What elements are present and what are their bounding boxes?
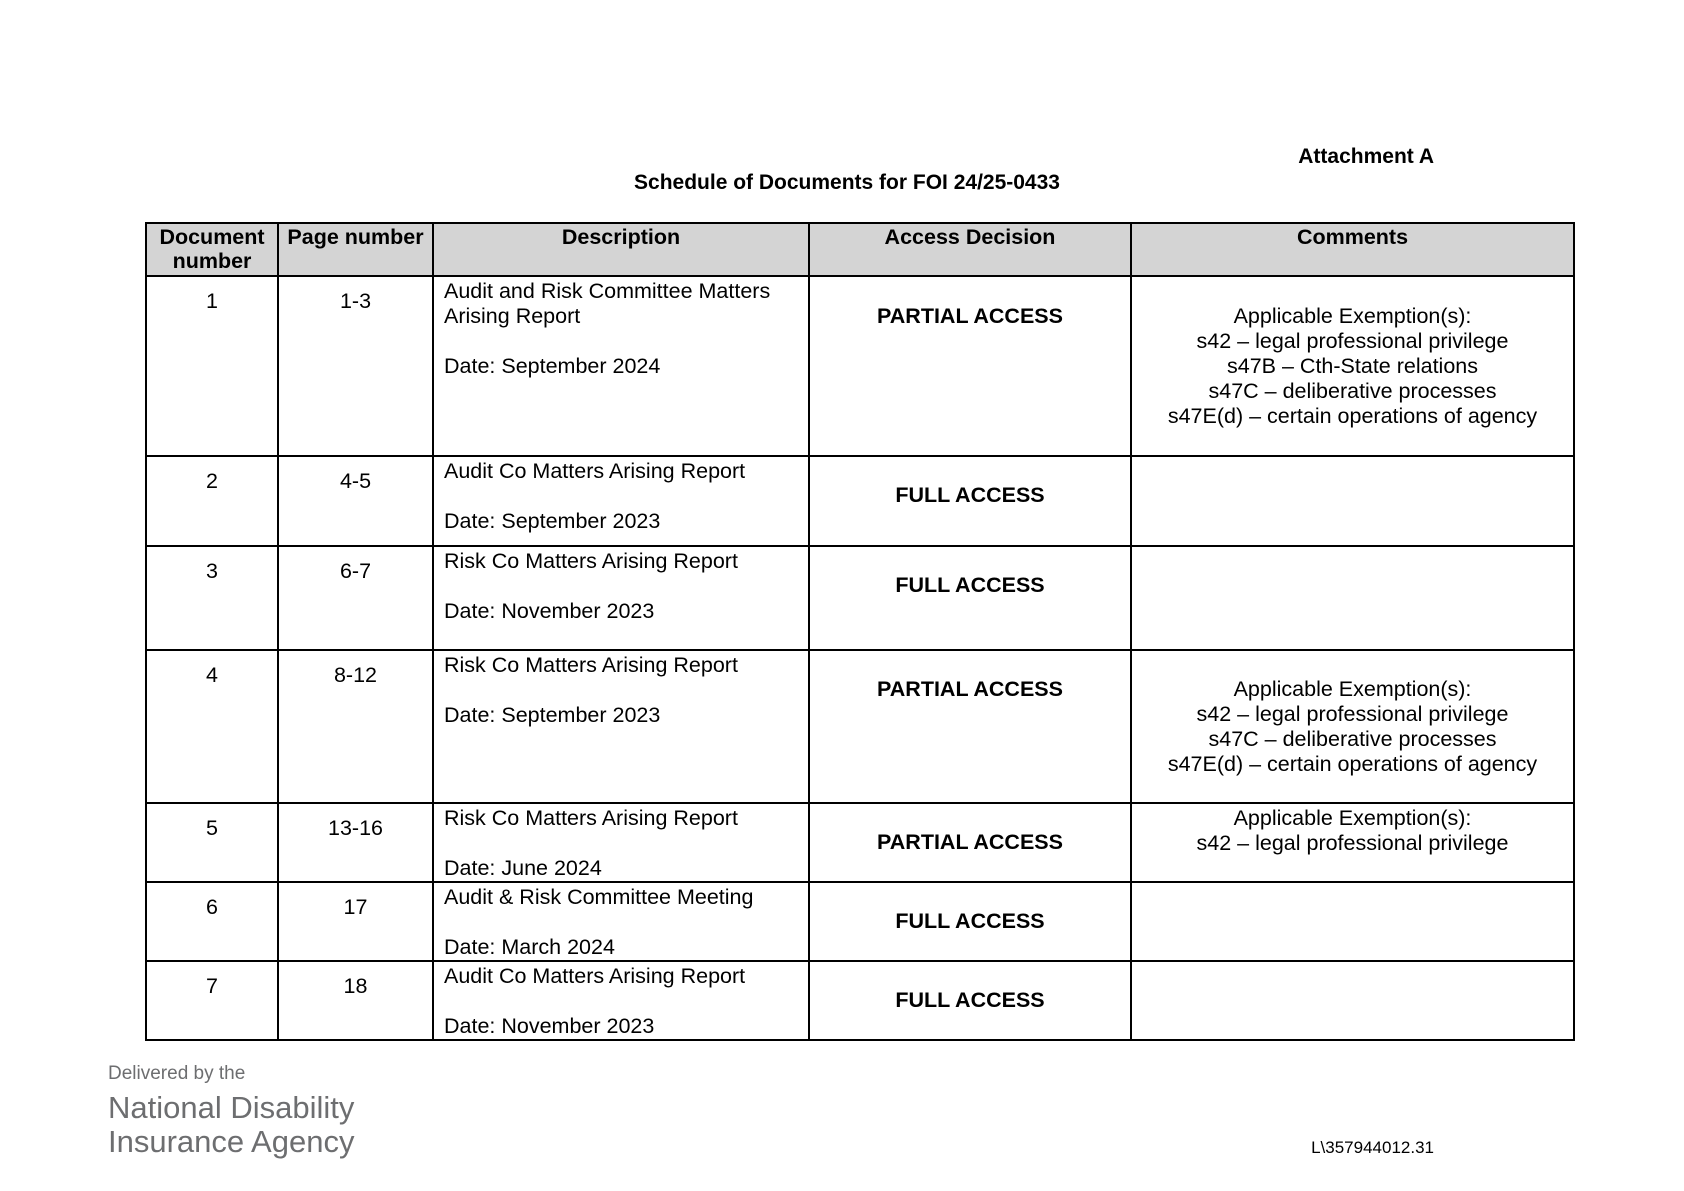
column-header-comments: Comments [1131, 223, 1574, 276]
comments-cell [1131, 803, 1574, 882]
comments-cell [1131, 961, 1574, 1040]
access-decision-text: FULL ACCESS [895, 573, 1045, 597]
comment-line: s47C – deliberative processes [1208, 727, 1497, 751]
document-number-cell: 4 [146, 650, 278, 803]
description-date: Date: September 2023 [444, 509, 661, 533]
description-line: Risk Co Matters Arising Report [444, 549, 738, 573]
table-row [146, 961, 1574, 1040]
document-reference: L\357944012.31 [1311, 1138, 1434, 1157]
description-cell [433, 276, 809, 456]
comments-cell [1131, 456, 1574, 546]
access-decision-text: PARTIAL ACCESS [877, 677, 1063, 701]
page-number-cell: 17 [278, 882, 433, 961]
access-decision-cell [809, 803, 1131, 882]
description-line: Audit Co Matters Arising Report [444, 964, 746, 988]
description-line: Risk Co Matters Arising Report [444, 653, 738, 677]
table-row [146, 546, 1574, 650]
schedule-table [145, 222, 1575, 1041]
comment-line: s47E(d) – certain operations of agency [1167, 752, 1538, 776]
comments-cell [1131, 650, 1574, 803]
access-decision-text: FULL ACCESS [895, 909, 1045, 933]
column-header-document-number: Document number [146, 223, 278, 276]
table-row [146, 650, 1574, 803]
description-line: Audit and Risk Committee Matters [444, 279, 771, 303]
description-line: Audit & Risk Committee Meeting [444, 885, 754, 909]
comment-line: Applicable Exemption(s): [1233, 304, 1472, 328]
access-decision-cell [809, 650, 1131, 803]
table-row [146, 803, 1574, 882]
page-number-cell: 4-5 [278, 456, 433, 546]
comment-line: s47C – deliberative processes [1208, 379, 1497, 403]
description-cell [433, 456, 809, 546]
access-decision-text: FULL ACCESS [895, 483, 1045, 507]
description-cell [433, 803, 809, 882]
access-decision-text: PARTIAL ACCESS [877, 304, 1063, 328]
access-decision-cell [809, 276, 1131, 456]
page-number-cell: 6-7 [278, 546, 433, 650]
comments-cell [1131, 882, 1574, 961]
description-date: Date: November 2023 [444, 1014, 655, 1038]
document-number-cell: 6 [146, 882, 278, 961]
description-cell [433, 650, 809, 803]
comment-line: s42 – legal professional privilege [1196, 329, 1509, 353]
document-number-cell: 2 [146, 456, 278, 546]
table-header-row [146, 223, 1574, 276]
document-number-cell: 1 [146, 276, 278, 456]
description-cell [433, 961, 809, 1040]
page-number-cell: 8-12 [278, 650, 433, 803]
comment-line: s47E(d) – certain operations of agency [1167, 404, 1538, 428]
column-header-page-number: Page number [278, 223, 433, 276]
table-row [146, 276, 1574, 456]
access-decision-text: FULL ACCESS [895, 988, 1045, 1012]
comments-cell [1131, 546, 1574, 650]
ndia-logo [108, 1063, 354, 1159]
document-title: Schedule of Documents for FOI 24/25-0433 [634, 171, 1060, 194]
access-decision-cell [809, 546, 1131, 650]
description-line: Audit Co Matters Arising Report [444, 459, 746, 483]
access-decision-text: PARTIAL ACCESS [877, 830, 1063, 854]
access-decision-cell [809, 961, 1131, 1040]
agency-name-line1: National Disability [108, 1090, 355, 1125]
access-decision-cell [809, 456, 1131, 546]
description-date: Date: March 2024 [444, 935, 615, 959]
comment-line: s47B – Cth-State relations [1227, 354, 1478, 378]
description-cell [433, 546, 809, 650]
description-date: Date: June 2024 [444, 856, 602, 880]
description-line: Risk Co Matters Arising Report [444, 806, 738, 830]
document-number-cell: 3 [146, 546, 278, 650]
page-number-cell: 18 [278, 961, 433, 1040]
description-line: Arising Report [444, 304, 581, 328]
agency-name-line2: Insurance Agency [108, 1124, 355, 1159]
delivered-by-text: Delivered by the [108, 1063, 246, 1084]
document-number-cell: 5 [146, 803, 278, 882]
column-header-access-decision: Access Decision [809, 223, 1131, 276]
access-decision-cell [809, 882, 1131, 961]
comment-line: s42 – legal professional privilege [1196, 831, 1509, 855]
comments-cell [1131, 276, 1574, 456]
comment-line: Applicable Exemption(s): [1233, 677, 1472, 701]
description-date: Date: September 2024 [444, 354, 661, 378]
description-date: Date: September 2023 [444, 703, 661, 727]
attachment-label: Attachment A [1298, 145, 1434, 168]
description-cell [433, 882, 809, 961]
page-number-cell: 13-16 [278, 803, 433, 882]
document-number-cell: 7 [146, 961, 278, 1040]
description-date: Date: November 2023 [444, 599, 655, 623]
page-number-cell: 1-3 [278, 276, 433, 456]
comment-line: Applicable Exemption(s): [1233, 806, 1472, 830]
table-row [146, 882, 1574, 961]
column-header-description: Description [433, 223, 809, 276]
table-row [146, 456, 1574, 546]
comment-line: s42 – legal professional privilege [1196, 702, 1509, 726]
